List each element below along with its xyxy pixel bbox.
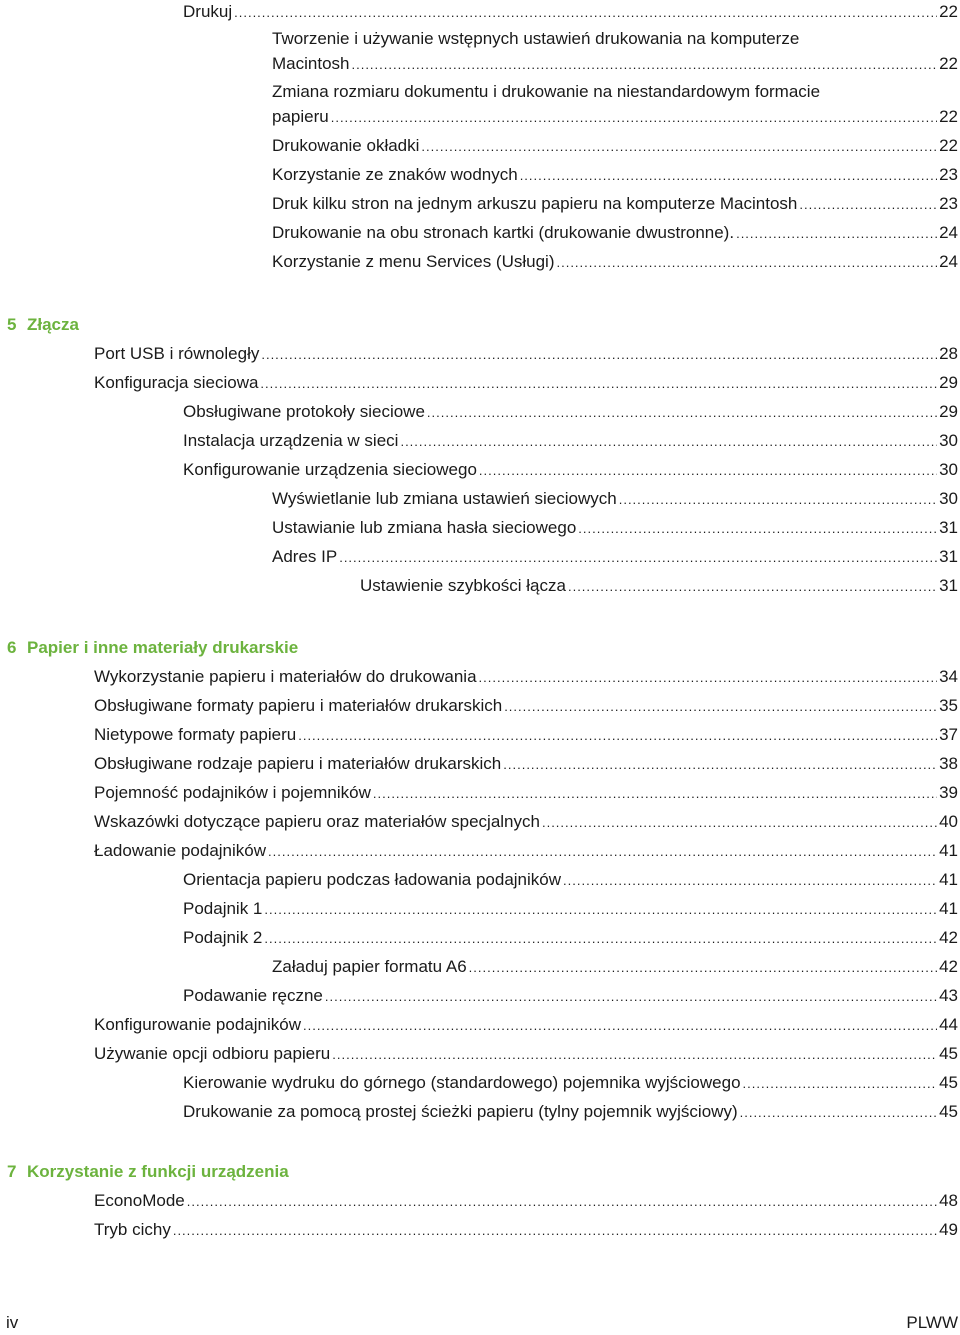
toc-entry-text: Obsługiwane protokoły sieciowe bbox=[183, 402, 425, 421]
chapter-title: Złącza bbox=[27, 315, 79, 334]
toc-entry-text: Podawanie ręczne bbox=[183, 986, 323, 1005]
toc-leader-dots bbox=[268, 840, 937, 864]
toc-leader-dots bbox=[520, 164, 937, 188]
toc-entry-text: Nietypowe formaty papieru bbox=[94, 725, 297, 744]
toc-entry[interactable] bbox=[272, 955, 958, 979]
chapter-heading[interactable] bbox=[7, 313, 79, 337]
footer-page-number: iv bbox=[6, 1313, 19, 1332]
toc-entry[interactable] bbox=[183, 1100, 958, 1124]
toc-leader-dots bbox=[504, 695, 937, 719]
toc-page-number: 45 bbox=[939, 1073, 958, 1092]
toc-entry-text: Port USB i równoległy bbox=[94, 344, 260, 363]
toc-page-number: 24 bbox=[939, 223, 958, 242]
toc-page-number: 22 bbox=[939, 2, 958, 21]
toc-leader-dots bbox=[234, 1, 937, 25]
toc-entry-text: Drukowanie za pomocą prostej ścieżki papieru (tylny pojemnik wyjściowy) bbox=[183, 1102, 738, 1121]
toc-page-number: 43 bbox=[939, 986, 958, 1005]
toc-entry[interactable] bbox=[94, 342, 958, 366]
toc-entry[interactable] bbox=[94, 839, 958, 863]
toc-entry-text: Konfigurowanie urządzenia sieciowego bbox=[183, 460, 477, 479]
toc-entry[interactable] bbox=[183, 1071, 958, 1095]
toc-entry-text: Tryb cichy bbox=[94, 1220, 171, 1239]
toc-entry[interactable] bbox=[94, 810, 958, 834]
toc-entry-text: EconoMode bbox=[94, 1191, 185, 1210]
toc-leader-dots bbox=[400, 430, 937, 454]
toc-page-number: 30 bbox=[939, 489, 958, 508]
toc-leader-dots bbox=[331, 106, 937, 130]
toc-leader-dots bbox=[187, 1190, 937, 1214]
toc-page-number: 35 bbox=[939, 696, 958, 715]
toc-entry[interactable] bbox=[94, 371, 958, 395]
toc-leader-dots bbox=[542, 811, 937, 835]
toc-page-number: 38 bbox=[939, 754, 958, 773]
toc-leader-dots bbox=[261, 343, 937, 367]
toc-leader-dots bbox=[563, 869, 937, 893]
toc-leader-dots bbox=[578, 517, 937, 541]
toc-entry-text: Kierowanie wydruku do górnego (standardowego) pojemnika wyjściowego bbox=[183, 1073, 741, 1092]
toc-page-number: 30 bbox=[939, 431, 958, 450]
toc-leader-dots bbox=[503, 753, 937, 777]
chapter-heading[interactable] bbox=[7, 1160, 289, 1184]
toc-page-number: 41 bbox=[939, 841, 958, 860]
toc-entry[interactable] bbox=[272, 221, 958, 245]
toc-leader-dots bbox=[479, 666, 938, 690]
toc-entry[interactable] bbox=[272, 134, 958, 158]
toc-leader-dots bbox=[736, 222, 937, 246]
toc-entry[interactable] bbox=[94, 1218, 958, 1242]
toc-leader-dots bbox=[421, 135, 937, 159]
toc-page-number: 41 bbox=[939, 870, 958, 889]
toc-page-number: 22 bbox=[939, 107, 958, 126]
toc-leader-dots bbox=[743, 1072, 938, 1096]
toc-page-number: 34 bbox=[939, 667, 958, 686]
toc-entry-text: Obsługiwane rodzaje papieru i materiałów drukarskich bbox=[94, 754, 502, 773]
toc-leader-dots bbox=[332, 1043, 937, 1067]
toc-page-number: 42 bbox=[939, 957, 958, 976]
chapter-title: Papier i inne materiały drukarskie bbox=[27, 638, 299, 657]
toc-entry[interactable] bbox=[272, 516, 958, 540]
toc-entry[interactable] bbox=[94, 723, 958, 747]
toc-entry[interactable] bbox=[272, 487, 958, 511]
toc-entry[interactable] bbox=[183, 429, 958, 453]
toc-entry[interactable] bbox=[272, 52, 958, 76]
toc-entry[interactable] bbox=[183, 400, 958, 424]
toc-entry-text: papieru bbox=[272, 107, 329, 126]
toc-page-number: 44 bbox=[939, 1015, 958, 1034]
toc-entry-text: Ustawianie lub zmiana hasła sieciowego bbox=[272, 518, 577, 537]
toc-entry[interactable] bbox=[183, 926, 958, 950]
toc-leader-dots bbox=[568, 575, 937, 599]
toc-page-number: 24 bbox=[939, 252, 958, 271]
toc-entry-text: Używanie opcji odbioru papieru bbox=[94, 1044, 331, 1063]
toc-entry-text: Wyświetlanie lub zmiana ustawień sieciowych bbox=[272, 489, 617, 508]
toc-page-number: 42 bbox=[939, 928, 958, 947]
toc-entry-text: Konfigurowanie podajników bbox=[94, 1015, 301, 1034]
toc-entry[interactable] bbox=[183, 458, 958, 482]
toc-page-number: 41 bbox=[939, 899, 958, 918]
toc-leader-dots bbox=[303, 1014, 937, 1038]
toc-entry[interactable] bbox=[94, 1013, 958, 1037]
toc-entry[interactable] bbox=[94, 694, 958, 718]
toc-entry-text: Korzystanie z menu Services (Usługi) bbox=[272, 252, 555, 271]
chapter-title: Korzystanie z funkcji urządzenia bbox=[27, 1162, 289, 1181]
toc-entry[interactable] bbox=[94, 665, 958, 689]
toc-entry[interactable] bbox=[183, 984, 958, 1008]
toc-leader-dots bbox=[469, 956, 937, 980]
toc-page-number: 45 bbox=[939, 1044, 958, 1063]
chapter-number: 6 bbox=[7, 638, 17, 657]
toc-entry-text: Instalacja urządzenia w sieci bbox=[183, 431, 399, 450]
toc-entry[interactable] bbox=[272, 192, 958, 216]
toc-page-number: 22 bbox=[939, 54, 958, 73]
toc-entry[interactable] bbox=[94, 752, 958, 776]
toc-entry-text: Orientacja papieru podczas ładowania podajników bbox=[183, 870, 562, 889]
toc-entry-text: Pojemność podajników i pojemników bbox=[94, 783, 371, 802]
toc-leader-dots bbox=[619, 488, 937, 512]
toc-leader-dots bbox=[373, 782, 937, 806]
toc-entry-text: Adres IP bbox=[272, 547, 338, 566]
toc-leader-dots bbox=[799, 193, 937, 217]
toc-entry-text: Wykorzystanie papieru i materiałów do drukowania bbox=[94, 667, 477, 686]
toc-entry[interactable] bbox=[94, 1042, 958, 1066]
toc-entry[interactable] bbox=[183, 897, 958, 921]
toc-page-number: 45 bbox=[939, 1102, 958, 1121]
toc-page-number: 40 bbox=[939, 812, 958, 831]
toc-entry-text: Załaduj papier formatu A6 bbox=[272, 957, 467, 976]
toc-entry[interactable] bbox=[94, 1189, 958, 1213]
toc-leader-dots bbox=[427, 401, 937, 425]
toc-entry-text: Konfiguracja sieciowa bbox=[94, 373, 259, 392]
footer-doc-code: PLWW bbox=[906, 1313, 958, 1332]
toc-entry-text[interactable]: Zmiana rozmiaru dokumentu i drukowanie na niestandardowym formacie bbox=[272, 82, 821, 101]
toc-page-number: 23 bbox=[939, 194, 958, 213]
toc-entry-text: Drukuj bbox=[183, 2, 233, 21]
toc-entry-text: Podajnik 1 bbox=[183, 899, 263, 918]
toc-entry-text: Macintosh bbox=[272, 54, 350, 73]
toc-entry[interactable] bbox=[94, 781, 958, 805]
toc-entry-text: Ustawienie szybkości łącza bbox=[360, 576, 566, 595]
toc-leader-dots bbox=[264, 927, 937, 951]
toc-leader-dots bbox=[325, 985, 937, 1009]
toc-entry[interactable] bbox=[183, 868, 958, 892]
toc-leader-dots bbox=[479, 459, 937, 483]
chapter-number: 7 bbox=[7, 1162, 17, 1181]
toc-leader-dots bbox=[173, 1219, 937, 1243]
toc-page-number: 48 bbox=[939, 1191, 958, 1210]
toc-page-number: 31 bbox=[939, 547, 958, 566]
toc-entry[interactable] bbox=[272, 250, 958, 274]
toc-entry-text: Drukowanie okładki bbox=[272, 136, 420, 155]
toc-entry-text: Obsługiwane formaty papieru i materiałów drukarskich bbox=[94, 696, 503, 715]
toc-entry[interactable] bbox=[360, 574, 958, 598]
toc-leader-dots bbox=[260, 372, 937, 396]
toc-entry[interactable] bbox=[272, 105, 958, 129]
toc-entry[interactable] bbox=[272, 163, 958, 187]
toc-leader-dots bbox=[740, 1101, 937, 1125]
toc-page-number: 29 bbox=[939, 373, 958, 392]
toc-page-number: 37 bbox=[939, 725, 958, 744]
toc-entry-text: Podajnik 2 bbox=[183, 928, 263, 947]
toc-leader-dots bbox=[298, 724, 937, 748]
toc-entry-text[interactable]: Tworzenie i używanie wstępnych ustawień drukowania na komputerze bbox=[272, 29, 800, 48]
toc-page-number: 23 bbox=[939, 165, 958, 184]
chapter-heading[interactable] bbox=[7, 636, 298, 660]
toc-leader-dots bbox=[339, 546, 937, 570]
chapter-number: 5 bbox=[7, 315, 17, 334]
toc-page-number: 31 bbox=[939, 518, 958, 537]
toc-page-number: 28 bbox=[939, 344, 958, 363]
toc-entry-text: Drukowanie na obu stronach kartki (drukowanie dwustronne). bbox=[272, 223, 735, 242]
toc-leader-dots bbox=[264, 898, 937, 922]
toc-entry-text: Ładowanie podajników bbox=[94, 841, 267, 860]
toc-entry[interactable] bbox=[183, 0, 958, 24]
toc-entry[interactable] bbox=[272, 545, 958, 569]
toc-page-number: 22 bbox=[939, 136, 958, 155]
toc-leader-dots bbox=[556, 251, 937, 275]
toc-entry-text: Wskazówki dotyczące papieru oraz materiałów specjalnych bbox=[94, 812, 540, 831]
toc-page-number: 29 bbox=[939, 402, 958, 421]
toc-page-number: 49 bbox=[939, 1220, 958, 1239]
toc-page-number: 30 bbox=[939, 460, 958, 479]
toc-page-number: 39 bbox=[939, 783, 958, 802]
toc-entry-text: Korzystanie ze znaków wodnych bbox=[272, 165, 518, 184]
toc-leader-dots bbox=[351, 53, 937, 77]
toc-page-number: 31 bbox=[939, 576, 958, 595]
toc-entry-text: Druk kilku stron na jednym arkuszu papieru na komputerze Macintosh bbox=[272, 194, 798, 213]
